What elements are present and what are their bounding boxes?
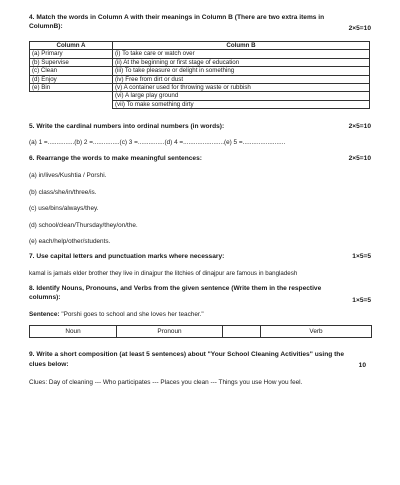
q8-sentence-row	[29, 311, 204, 319]
blank-column	[223, 326, 261, 338]
q4-heading-line2: ColumnB):	[29, 23, 63, 30]
sentence-text: "Porshi goes to school and she loves her teacher."	[61, 311, 204, 318]
col-a-cell: (e) Bin	[30, 83, 113, 91]
table-row	[30, 75, 370, 83]
col-b-cell: (vii) To make something dirty	[113, 100, 370, 108]
col-b-cell: (ii) At the beginning or first stage of education	[113, 58, 370, 66]
q8-marks: 1×5=5	[352, 297, 371, 304]
q4-heading-line1: 4. Match the words in Column A with their meanings in Column B (There are two extra items in	[29, 14, 325, 21]
q6-item: (d) school/clean/Thursday/they/on/the.	[29, 222, 138, 229]
col-a-cell: (a) Primary	[30, 50, 113, 58]
table-row	[30, 83, 370, 91]
q8-heading-line1: 8. Identify Nouns, Pronouns, and Verbs from the given sentence (Write them in the respective	[29, 285, 322, 292]
matching-table	[29, 41, 370, 109]
q6-item: (b) class/she/in/three/is.	[29, 189, 97, 196]
col-a-cell: (d) Enjoy	[30, 75, 113, 83]
table-row	[30, 58, 370, 66]
col-b-cell: (v) A container used for throwing waste or rubbish	[113, 83, 370, 91]
col-b-cell: (iv) Free from dirt or dust	[113, 75, 370, 83]
q6-item: (a) in/lives/Kushtia / Porshi.	[29, 172, 107, 179]
col-a-header: Column A	[30, 42, 113, 50]
table-row	[30, 67, 370, 75]
q7-heading: 7. Use capital letters and punctuation marks where necessary:	[29, 253, 225, 260]
q6-item: (e) each/help/other/students.	[29, 238, 111, 245]
col-a-cell: (b) Supervise	[30, 58, 113, 66]
q6-item: (c) use/bins/always/they.	[29, 205, 99, 212]
sentence-label: Sentence:	[29, 311, 60, 318]
q7-text: kamal is jamals elder brother they live in dinajpur the litchies of dinajpur are famous in bangladesh	[29, 270, 298, 277]
col-a-cell	[30, 100, 113, 108]
q6-heading: 6. Rearrange the words to make meaningful sentences:	[29, 155, 202, 162]
parts-of-speech-table	[29, 325, 372, 338]
q6-marks: 2×5=10	[348, 155, 371, 162]
q9-clues: Clues: Day of cleaning --- Who participates --- Places you clean --- Things you use How you feel.	[29, 379, 303, 386]
q5-blanks: (a) 1 =...............(b) 2 =...............(c) 3 =...............(d) 4 =.......................(e) 5 =........................	[29, 139, 286, 146]
q5-heading: 5. Write the cardinal numbers into ordinal numbers (in words):	[29, 123, 225, 130]
col-b-header: Column B	[113, 42, 370, 50]
pronoun-column-header: Pronoun	[117, 326, 223, 338]
q4-marks: 2×5=10	[348, 25, 371, 32]
verb-column-header: Verb	[261, 326, 372, 338]
table-row	[30, 100, 370, 108]
col-a-cell	[30, 92, 113, 100]
col-a-cell: (c) Clean	[30, 67, 113, 75]
col-b-cell: (i) To take care or watch over	[113, 50, 370, 58]
q8-heading-line2: columns):	[29, 294, 61, 301]
q5-marks: 2×5=10	[348, 123, 371, 130]
table-row	[30, 92, 370, 100]
noun-column-header: Noun	[30, 326, 117, 338]
col-b-cell: (iii) To take pleasure or delight in something	[113, 67, 370, 75]
col-b-cell: (vi) A large play ground	[113, 92, 370, 100]
q9-marks: 10	[358, 362, 366, 369]
q7-marks: 1×5=5	[352, 253, 371, 260]
q9-heading-line2: clues below:	[29, 361, 69, 368]
q9-heading-line1: 9. Write a short composition (at least 5 sentences) about "Your School Cleaning Activities" using the	[29, 351, 344, 358]
table-row	[30, 50, 370, 58]
